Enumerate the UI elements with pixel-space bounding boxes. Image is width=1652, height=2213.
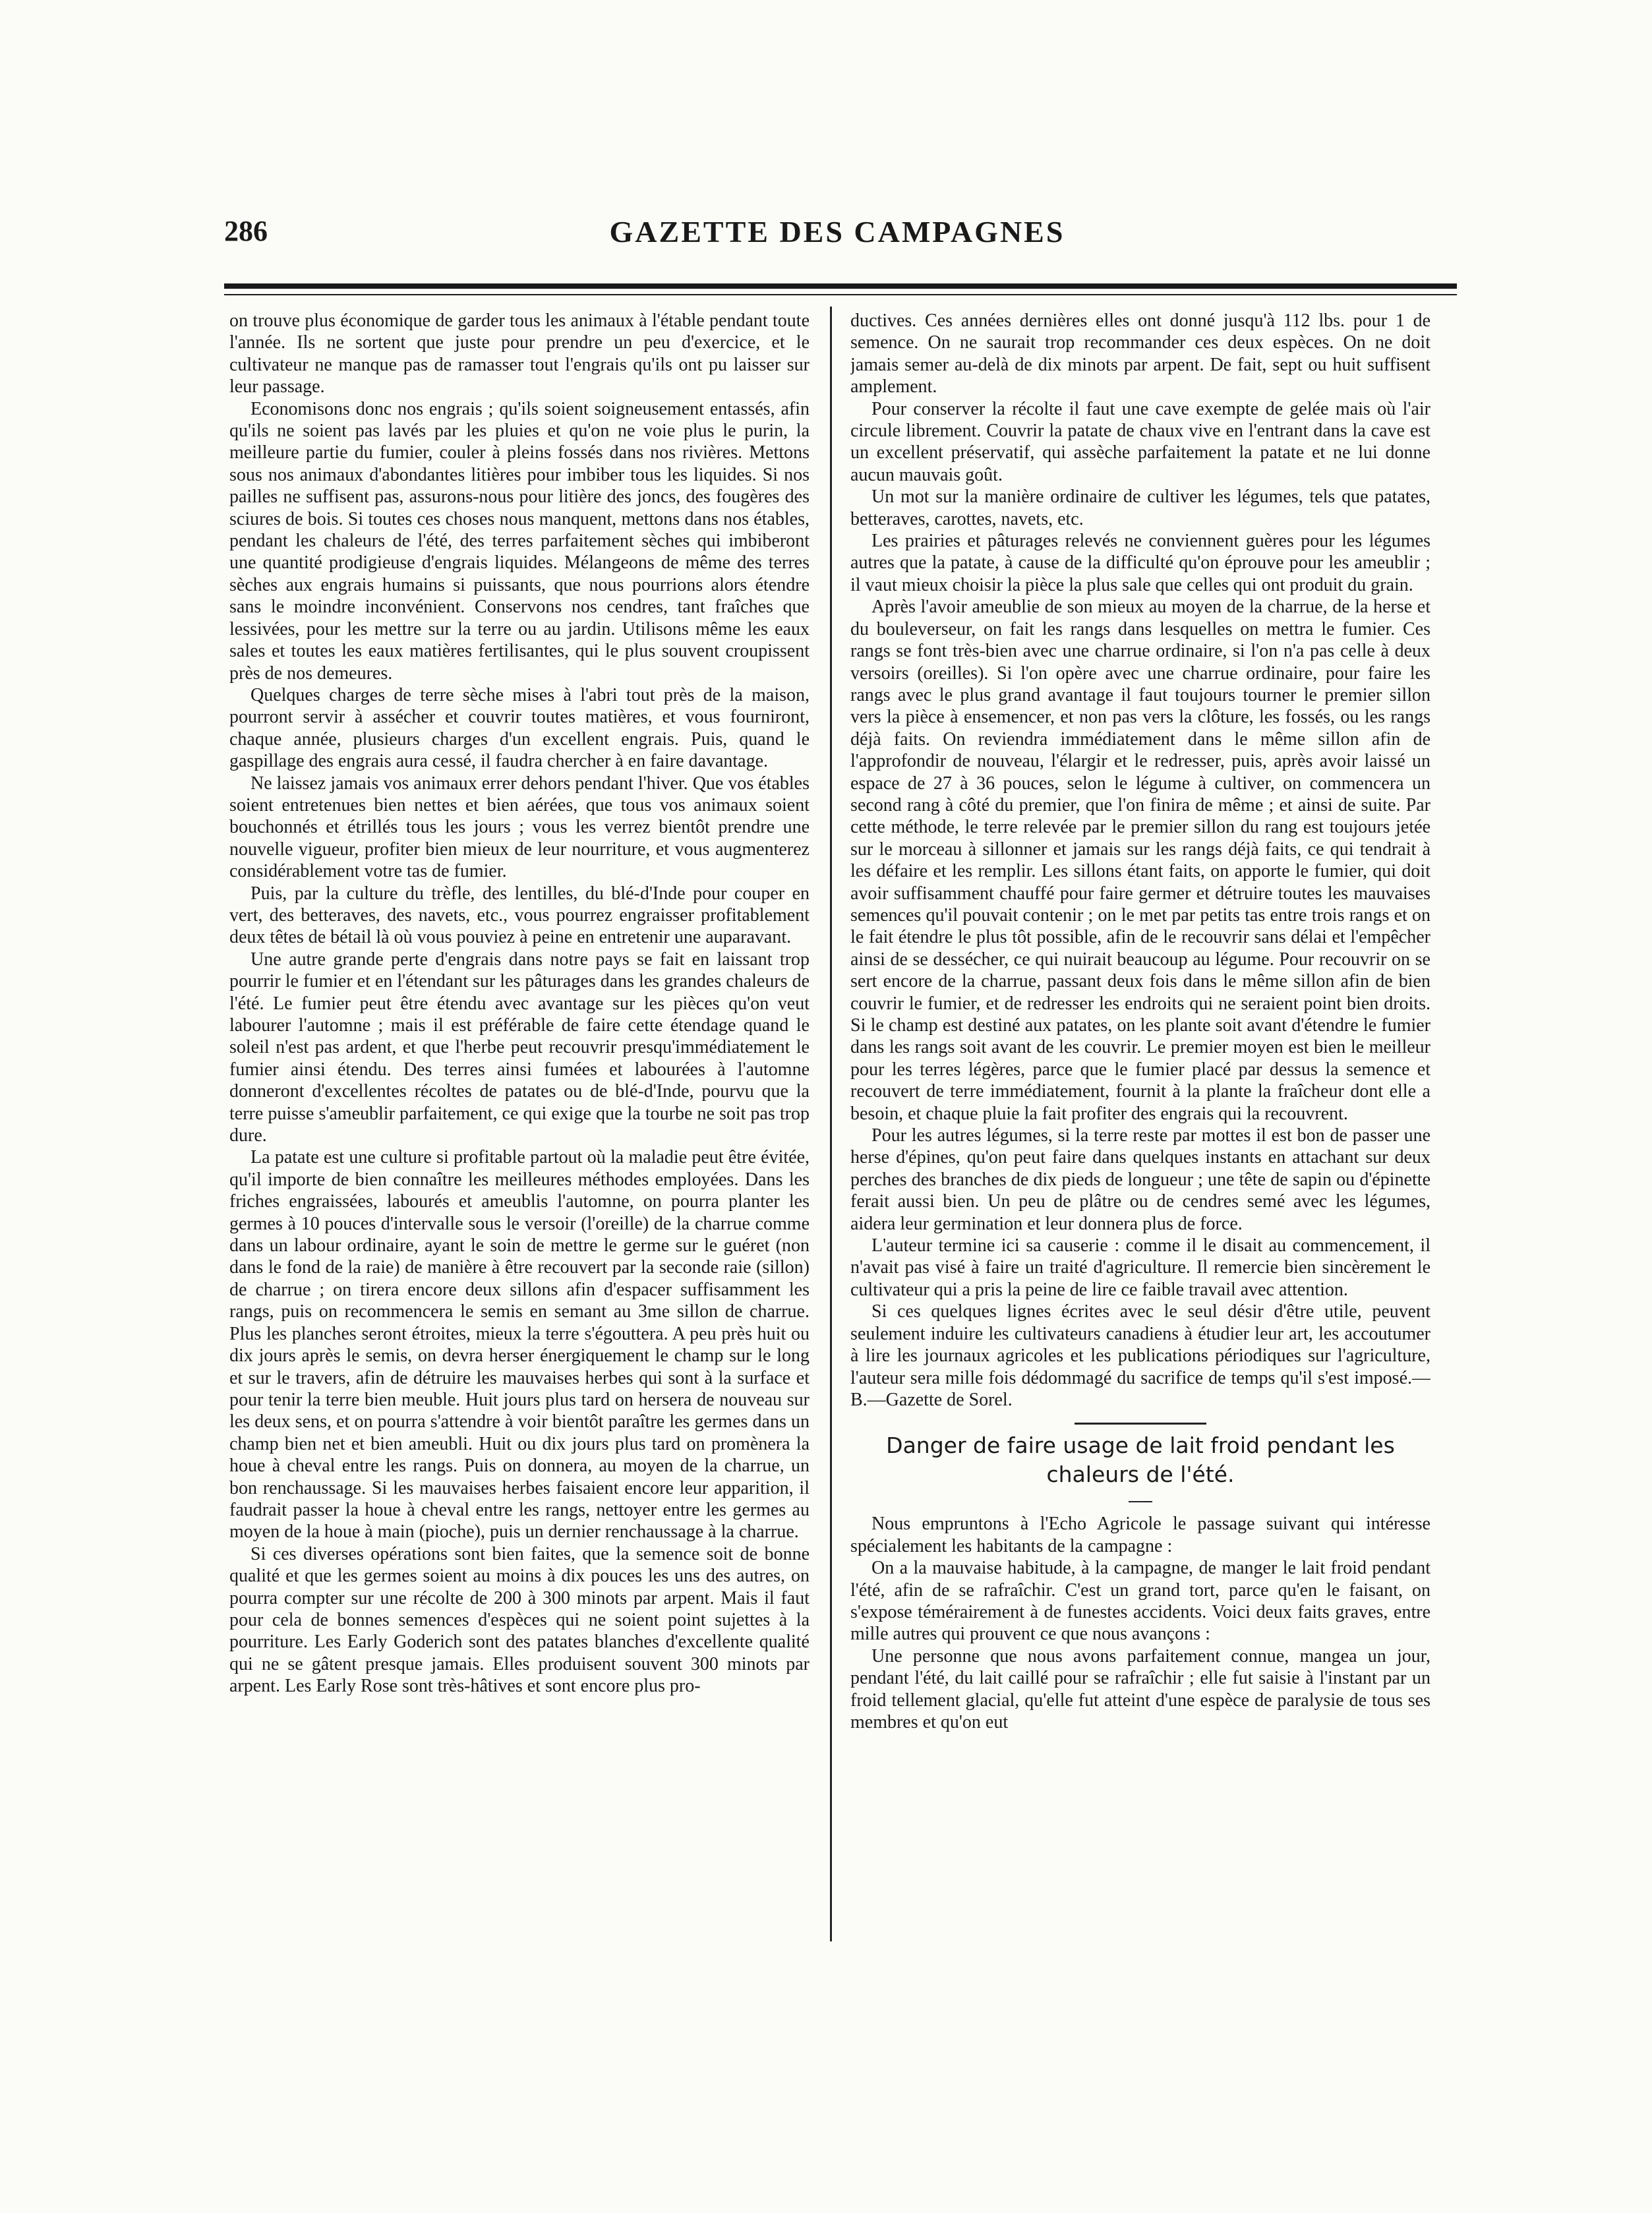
paragraph: ductives. Ces années dernières elles ont donné jusqu'à 112 lbs. pour 1 de semence. On ne saurait trop recommander ces deux espèces. On ne doit jamais semer au-delà de dix minots par arpent. De fait, sept ou huit suffisent amplement. bbox=[850, 310, 1431, 398]
paragraph: Puis, par la culture du trèfle, des lentilles, du blé-d'Inde pour couper en vert, des betteraves, des navets, etc., vous pourrez engraisser profitablement deux têtes de bétail là où vous pouviez à peine en entretenir une auparavant. bbox=[229, 883, 810, 948]
section-title: Danger de faire usage de lait froid pendant les chaleurs de l'été. bbox=[886, 1432, 1395, 1488]
paragraph: Quelques charges de terre sèche mises à l'abri tout près de la maison, pourront servir à assécher et couvrir toutes matières, et vous fourniront, chaque année, plusieurs charges d'un excellent engrais. Puis, quand le gaspillage des engrais aura cessé, il faudra chercher à en faire davantage. bbox=[229, 684, 810, 772]
journal-title: GAZETTE DES CAMPAGNES bbox=[609, 215, 1065, 249]
paragraph: Economisons donc nos engrais ; qu'ils soient soigneusement entassés, afin qu'ils ne soient pas lavés par les pluies et qu'on ne voie plus le purin, la meilleure partie du fumier, couler à pleins fossés dans nos rivières. Mettons sous nos animaux d'abondantes litières pour imbiber tous les liquides. Si nos pailles ne suffisent pas, assurons-nous pour litière des joncs, des fougères des sciures de bois. Si toutes ces choses nous manquent, mettons dans nos étables, pendant les chaleurs de l'été, des terres parfaitement sèches qui imbiberont une quantité prodigieuse d'engrais liquides. Mélangeons de même des terres sèches aux engrais humains si puissants, que nous pourrions alors étendre sans le moindre inconvénient. Conservons nos cendres, tant fraîches que lessivées, pour les mettre sur la terre ou au jardin. Utilisons même les eaux sales et toutes les eaux matières fertilisantes, qui le plus souvent croupissent près de nos demeures. bbox=[229, 398, 810, 684]
paragraph: Un mot sur la manière ordinaire de cultiver les légumes, tels que patates, betteraves, carottes, navets, etc. bbox=[850, 487, 1431, 529]
paragraph: Pour les autres légumes, si la terre reste par mottes il est bon de passer une herse d'épines, qu'on peut faire dans quelques instants en attachant sur deux perches des branches de dix pieds de longueur ; une tête de sapin ou d'épinette ferait aussi bien. Un peu de plâtre ou de cendres semé avec les légumes, aidera leur germination et leur donnera plus de force. bbox=[850, 1125, 1431, 1234]
header-rule-thick bbox=[224, 283, 1457, 289]
paragraph: On a la mauvaise habitude, à la campagne, de manger le lait froid pendant l'été, afin de se rafraîchir. C'est un grand tort, parce qu'en le faisant, on s'expose témérairement à de funestes accidents. Voici deux faits graves, entre mille autres qui prouvent ce que nous avançons : bbox=[850, 1558, 1431, 1645]
page-header bbox=[224, 208, 1450, 267]
section-subrule bbox=[1129, 1501, 1152, 1502]
paragraph: Une autre grande perte d'engrais dans notre pays se fait en laissant trop pourrir le fumier et en l'étendant sur les pâturages dans les grandes chaleurs de l'été. Le fumier peut être étendu avec avantage sur les pièces qu'on veut labourer l'automne ; mais il est préférable de faire cette étendage quand le soleil n'est pas ardent, et que l'herbe peut recouvrir presqu'immédiatement le fumier ainsi étendu. Des terres ainsi fumées et labourées à l'automne donneront d'excellentes récoltes de patates ou de blé-d'Inde, pourvu que la terre puisse s'ameublir parfaitement, ce qui exige que la tourbe ne soit pas trop dure. bbox=[229, 949, 810, 1146]
paragraph: La patate est une culture si profitable partout où la maladie peut être évitée, qu'il importe de bien connaître les meilleures méthodes employées. Dans les friches engraissées, labourés et ameublis l'automne, on pourra planter les germes à 10 pouces d'intervalle sous le versoir (l'oreille) de la charrue comme dans un labour ordinaire, ayant le soin de mettre le germe sur le guéret (non dans le fond de la raie) de manière à être recouvert par la seconde raie (sillon) de charrue ; on tirera encore deux sillons afin d'espacer suffisamment les rangs, puis on recommencera le semis en semant au 3me sillon de charrue. Plus les planches seront étroites, mieux la terre s'égouttera. A peu près huit ou dix jours après le semis, on devra herser énergiquement le champ sur le long et sur le travers, afin de détruire les mauvaises herbes qui sont à la surface et pour tenir la terre bien meuble. Huit jours plus tard on hersera de nouveau sur les deux sens, et on pourra s'attendre à voir bientôt paraître les germes dans un champ bien net et bien ameubli. Huit ou dix jours plus tard on promènera la houe à cheval entre les rangs. Puis on donnera, au moyen de la charrue, un bon renchaussage. Si les mauvaises herbes faisaient encore leur apparition, il faudrait passer la houe à cheval entre les rangs, nettoyer entre les germes au moyen de la houe à main (pioche), puis un dernier renchaussage à la charrue. bbox=[229, 1147, 810, 1543]
paragraph: Après l'avoir ameublie de son mieux au moyen de la charrue, de la herse et du bouleverseur, on fait les rangs dans lesquelles on mettra le fumier. Ces rangs se font très-bien avec une charrue ordinaire, si l'on n'a pas celle à deux versoirs (oreilles). Si l'on opère avec une charrue ordinaire, pour faire les rangs avec le plus grand avantage il faut toujours tourner le premier sillon vers la pièce à ensemencer, et non pas vers la clôture, les fossés, ou les rangs déjà faits. On reviendra immédiatement dans le même sillon afin de l'approfondir de nouveau, l'élargir et le redresser, puis, après avoir laissé un espace de 27 à 36 pouces, selon le légume à cultiver, on commencera un second rang à côté du premier, que l'on finira de même ; et ainsi de suite. Par cette méthode, le terre relevée par le premier sillon du rang est toujours jetée sur le morceau à sillonner et jamais sur les rangs déjà faits, ce qui tendrait à les défaire et les remplir. Les sillons étant faits, on apporte le fumier, qui doit avoir suffisamment chauffé pour faire germer et détruire toutes les mauvaises semences qu'il pouvait contenir ; on le met par petits tas entre trois rangs et on le fait étendre le plus tôt possible, afin de le recouvrir sans délai et l'empêcher ainsi de se dessécher, ce qui nuirait beaucoup au légume. Pour recouvrir on se sert encore de la charrue, passant deux fois dans le même sillon afin de bien couvrir le fumier, et de redresser les endroits qui ne seraient point bien droits. Si le champ est destiné aux patates, on les plante soit avant d'étendre le fumier dans les rangs soit avant de les couvrir. Le premier moyen est bien le meilleur pour les terres légères, parce que le fumier placé par dessus la semence et recouvert de terre immédiatement, fournit à la plante la fraîcheur dont elle a besoin, et chaque pluie la fait profiter des engrais qui la recouvrent. bbox=[850, 597, 1431, 1124]
left-column bbox=[229, 310, 810, 2149]
paragraph: Si ces diverses opérations sont bien faites, que la semence soit de bonne qualité et que les germes soient au moins à dix pouces les uns des autres, on pourra compter sur une récolte de 200 à 300 minots par arpent. Mais il faut pour cela de bonnes semences d'espèces qui ne soient point sujettes à la pourriture. Les Early Goderich sont des patates blanches d'excellente qualité qui ne se gâtent presque jamais. Elles produisent souvent 300 minots par arpent. Les Early Rose sont très-hâtives et sont encore plus pro- bbox=[229, 1543, 810, 1697]
paragraph: Pour conserver la récolte il faut une cave exempte de gelée mais où l'air circule librement. Couvrir la patate de chaux vive en l'entrant dans la cave est un excellent préservatif, qui assèche parfaitement la patate et ne lui donne aucun mauvais goût. bbox=[850, 398, 1431, 485]
paragraph: Nous empruntons à l'Echo Agricole le passage suivant qui intéresse spécialement les habitants de la campagne : bbox=[850, 1514, 1431, 1556]
paragraph: Ne laissez jamais vos animaux errer dehors pendant l'hiver. Que vos étables soient entretenues bien nettes et bien aérées, que tous vos animaux soient bouchonnés et étrillés tous les jours ; vous les verrez bientôt prendre une nouvelle vigueur, profiter bien mieux de leur nourriture, et vous augmenterez considérablement votre tas de fumier. bbox=[229, 773, 810, 882]
paragraph: Si ces quelques lignes écrites avec le seul désir d'être utile, peuvent seulement induire les cultivateurs canadiens à étudier leur art, les accoutumer à lire les journaux agricoles et les publications périodiques sur l'agriculture, l'auteur sera mille fois dédommagé du sacrifice de temps qu'il s'est imposé.—B.—Gazette de Sorel. bbox=[850, 1301, 1431, 1410]
section-rule bbox=[1075, 1423, 1206, 1425]
right-column bbox=[850, 310, 1431, 2149]
page-number: 286 bbox=[224, 215, 268, 247]
header-rule-thin bbox=[224, 294, 1457, 295]
paragraph: Une personne que nous avons parfaitement connue, mangea un jour, pendant l'été, du lait caillé pour se rafraîchir ; elle fut saisie à l'instant par un froid tellement glacial, qu'elle fut atteint d'une espèce de paralysie de tous ses membres et qu'on eut bbox=[850, 1645, 1431, 1732]
paragraph: on trouve plus économique de garder tous les animaux à l'étable pendant toute l'année. Ils ne sortent que juste pour prendre un peu d'exercice, et le cultivateur ne manque pas de ramasser tout l'engrais qu'ils ont pu laisser sur leur passage. bbox=[229, 310, 810, 398]
paragraph: Les prairies et pâturages relevés ne conviennent guères pour les légumes autres que la patate, à cause de la difficulté qu'on éprouve pour les ameublir ; il vaut mieux choisir la pièce la plus sale que celles qui ont produit du grain. bbox=[850, 531, 1431, 595]
column-divider bbox=[830, 307, 832, 1941]
paragraph: L'auteur termine ici sa causerie : comme il le disait au commencement, il n'avait pas visé à faire un traité d'agriculture. Il remercie bien sincèrement le cultivateur qui a pris la peine de lire ce faible travail avec attention. bbox=[850, 1235, 1431, 1300]
